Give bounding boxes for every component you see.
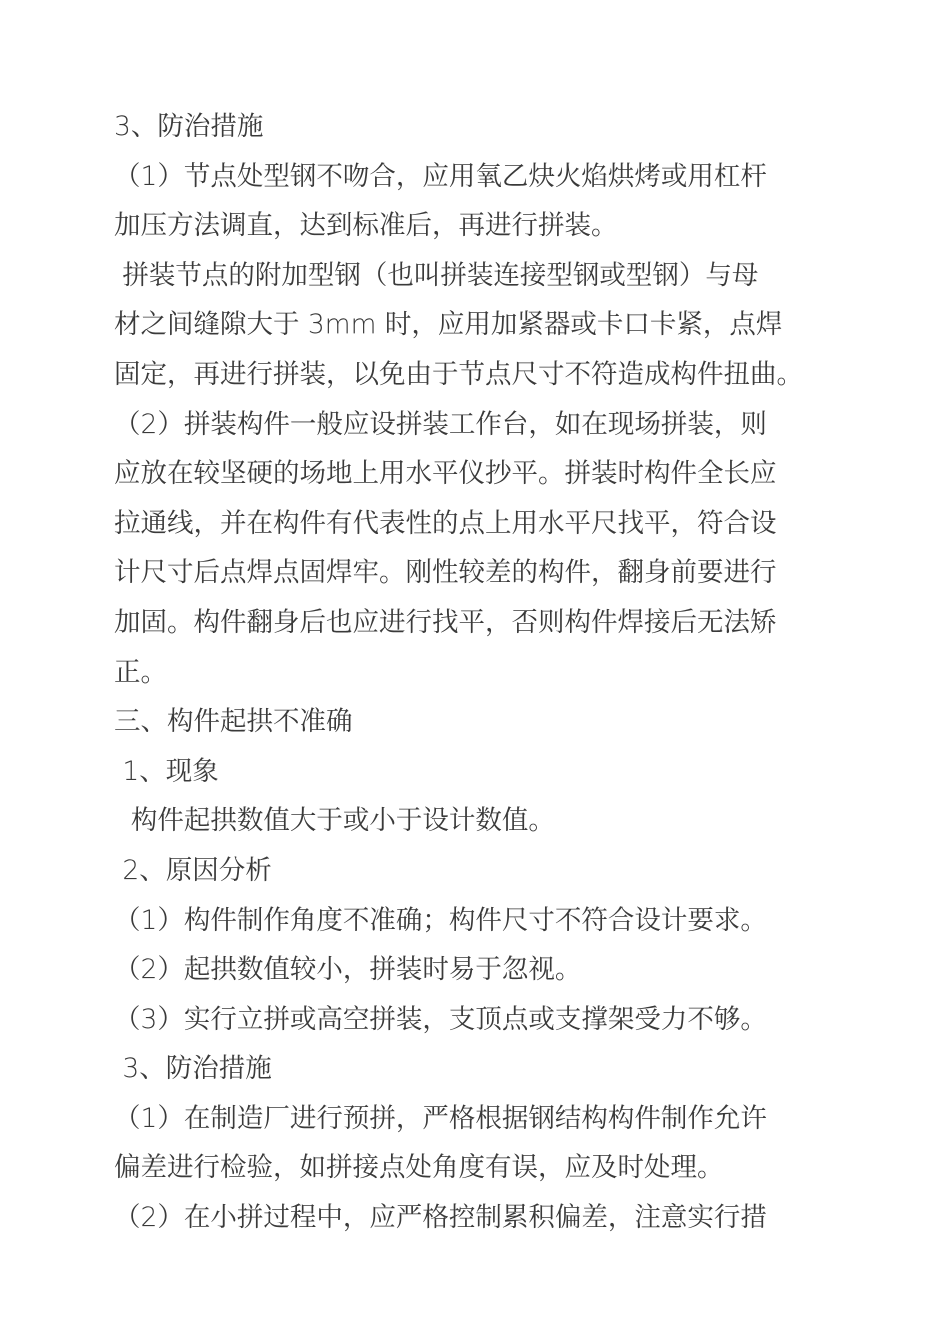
paragraph-line: （1）节点处型钢不吻合，应用氧乙炔火焰烘烤或用杠杆 xyxy=(114,160,767,192)
list-item: （1）构件制作角度不准确；构件尺寸不符合设计要求。 xyxy=(114,904,767,936)
paragraph-line: 拼装节点的附加型钢（也叫拼装连接型钢或型钢）与母 xyxy=(114,259,759,291)
paragraph-line: 材之间缝隙大于 3mm 时，应用加紧器或卡口卡紧，点焊 xyxy=(114,309,783,341)
paragraph-line: 构件起拱数值大于或小于设计数值。 xyxy=(114,805,555,837)
paragraph-line: 固定，再进行拼装，以免由于节点尺寸不符造成构件扭曲。 xyxy=(114,358,803,390)
subsection-heading: 1、现象 xyxy=(114,755,219,787)
list-item: （2）起拱数值较小，拼装时易于忽视。 xyxy=(114,954,582,986)
subsection-heading: 2、原因分析 xyxy=(114,854,272,886)
list-item: （1）在制造厂进行预拼，严格根据钢结构构件制作允许 xyxy=(114,1102,767,1134)
list-item: （3）实行立拼或高空拼装，支顶点或支撑架受力不够。 xyxy=(114,1003,767,1035)
paragraph-line: 应放在较坚硬的场地上用水平仪抄平。拼装时构件全长应 xyxy=(114,458,777,490)
document-body xyxy=(114,102,854,1243)
section-heading: 三、构件起拱不准确 xyxy=(114,706,353,738)
list-item: （2）在小拼过程中，应严格控制累积偏差，注意实行措 xyxy=(114,1202,767,1234)
paragraph-line: 计尺寸后点焊点固焊牢。刚性较差的构件，翻身前要进行 xyxy=(114,557,777,589)
section-heading: 3、防治措施 xyxy=(114,111,264,142)
paragraph-line: （2）拼装构件一般应设拼装工作台，如在现场拼装，则 xyxy=(114,408,767,440)
paragraph-line: 拉通线，并在构件有代表性的点上用水平尺找平，符合设 xyxy=(114,507,777,539)
paragraph-line: 加压方法调直，达到标准后，再进行拼装。 xyxy=(114,210,618,242)
paragraph-line: 正。 xyxy=(114,656,167,688)
paragraph-line: 偏差进行检验，如拼接点处角度有误，应及时处理。 xyxy=(114,1152,724,1184)
subsection-heading: 3、防治措施 xyxy=(114,1053,272,1085)
paragraph-line: 加固。构件翻身后也应进行找平，否则构件焊接后无法矫 xyxy=(114,606,777,638)
